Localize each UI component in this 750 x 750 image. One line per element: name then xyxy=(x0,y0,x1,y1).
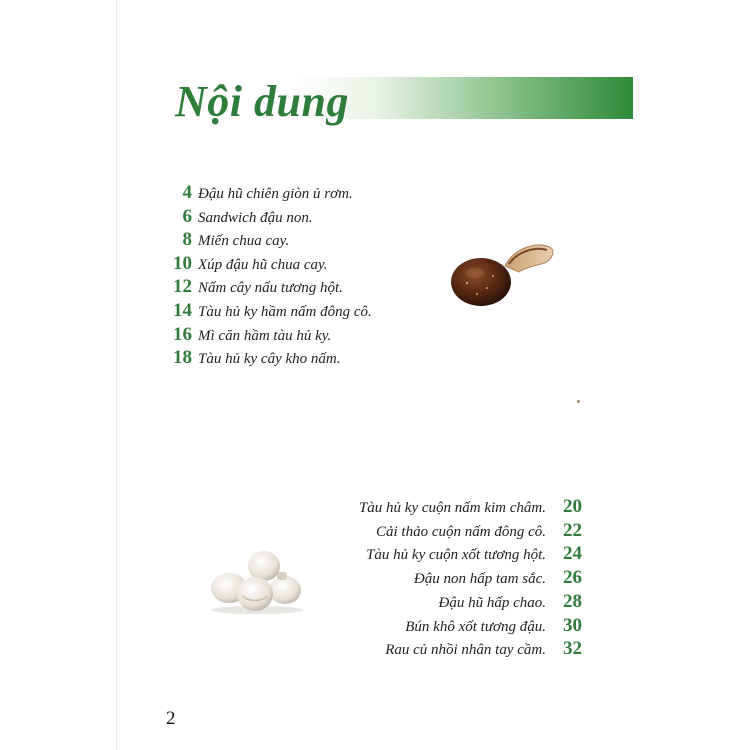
toc-entry[interactable] xyxy=(264,519,582,543)
toc-page-number: 30 xyxy=(563,614,582,636)
toc-page-number: 12 xyxy=(173,276,192,298)
toc-page-number: 20 xyxy=(563,496,582,517)
toc-page-number: 4 xyxy=(182,182,192,203)
toc-entry[interactable] xyxy=(264,566,582,590)
toc-page-number: 8 xyxy=(182,229,192,251)
toc-entry[interactable] xyxy=(156,323,331,347)
page-title: Nội dung xyxy=(175,77,349,126)
toc-entry[interactable] xyxy=(156,228,289,252)
toc-page-number: 32 xyxy=(563,638,582,660)
toc-entry-label: Đậu hũ chiên giòn ủ rơm. xyxy=(198,186,353,202)
toc-entry[interactable] xyxy=(156,181,353,205)
toc-entry-label: Xúp đậu hũ chua cay. xyxy=(198,256,328,273)
toc-entry-label: Bún khô xốt tương đậu. xyxy=(405,618,546,635)
toc-page-number: 26 xyxy=(563,567,582,589)
toc-entry-label: Rau củ nhồi nhân tay cầm. xyxy=(385,642,546,659)
toc-page-number: 22 xyxy=(563,519,582,541)
toc-entry[interactable] xyxy=(264,637,582,661)
toc-entry-label: Mì căn hầm tàu hủ ky. xyxy=(198,327,332,344)
toc-entry-label: Nấm cây nấu tương hột. xyxy=(198,280,343,297)
toc-entry-label: Miến chua cay. xyxy=(198,233,290,250)
toc-page-number: 18 xyxy=(173,347,192,369)
toc-entry[interactable] xyxy=(264,614,582,638)
toc-page-number: 24 xyxy=(563,543,582,565)
toc-entry[interactable] xyxy=(156,275,343,299)
page-number: 2 xyxy=(166,708,176,729)
toc-entry[interactable] xyxy=(264,542,582,566)
toc-entry-label: Tàu hủ ky cây kho nấm. xyxy=(198,351,341,368)
toc-entry-label: Sandwich đậu non. xyxy=(198,209,313,226)
toc-page-number: 10 xyxy=(173,252,192,274)
toc-page-number: 16 xyxy=(173,323,192,345)
toc-entry-label: Đậu non hấp tam sắc. xyxy=(413,571,546,588)
toc-entry[interactable] xyxy=(156,205,313,229)
toc-entry-label: Đậu hũ hấp chao. xyxy=(438,594,546,611)
toc-entry-label: Tàu hủ ky cuộn nấm kim châm. xyxy=(358,500,546,516)
shiitake-mushroom-image xyxy=(447,238,557,308)
toc-entry[interactable] xyxy=(264,495,582,519)
toc-entry-label: Cải thảo cuộn nấm đông cô. xyxy=(376,523,546,540)
toc-entry-label: Tàu hủ ky hầm nấm đông cô. xyxy=(198,304,372,320)
toc-entry[interactable] xyxy=(156,252,328,276)
toc-page-number: 28 xyxy=(563,590,582,612)
toc-page-number: 6 xyxy=(182,205,192,227)
toc-entry-label: Tàu hủ ky cuộn xốt tương hột. xyxy=(366,547,546,564)
toc-page-number: 14 xyxy=(173,300,192,321)
toc-entry[interactable] xyxy=(156,299,372,323)
speck xyxy=(577,400,580,403)
button-mushrooms-image xyxy=(207,546,307,616)
toc-entry[interactable] xyxy=(264,590,582,614)
toc-entry[interactable] xyxy=(156,346,340,370)
